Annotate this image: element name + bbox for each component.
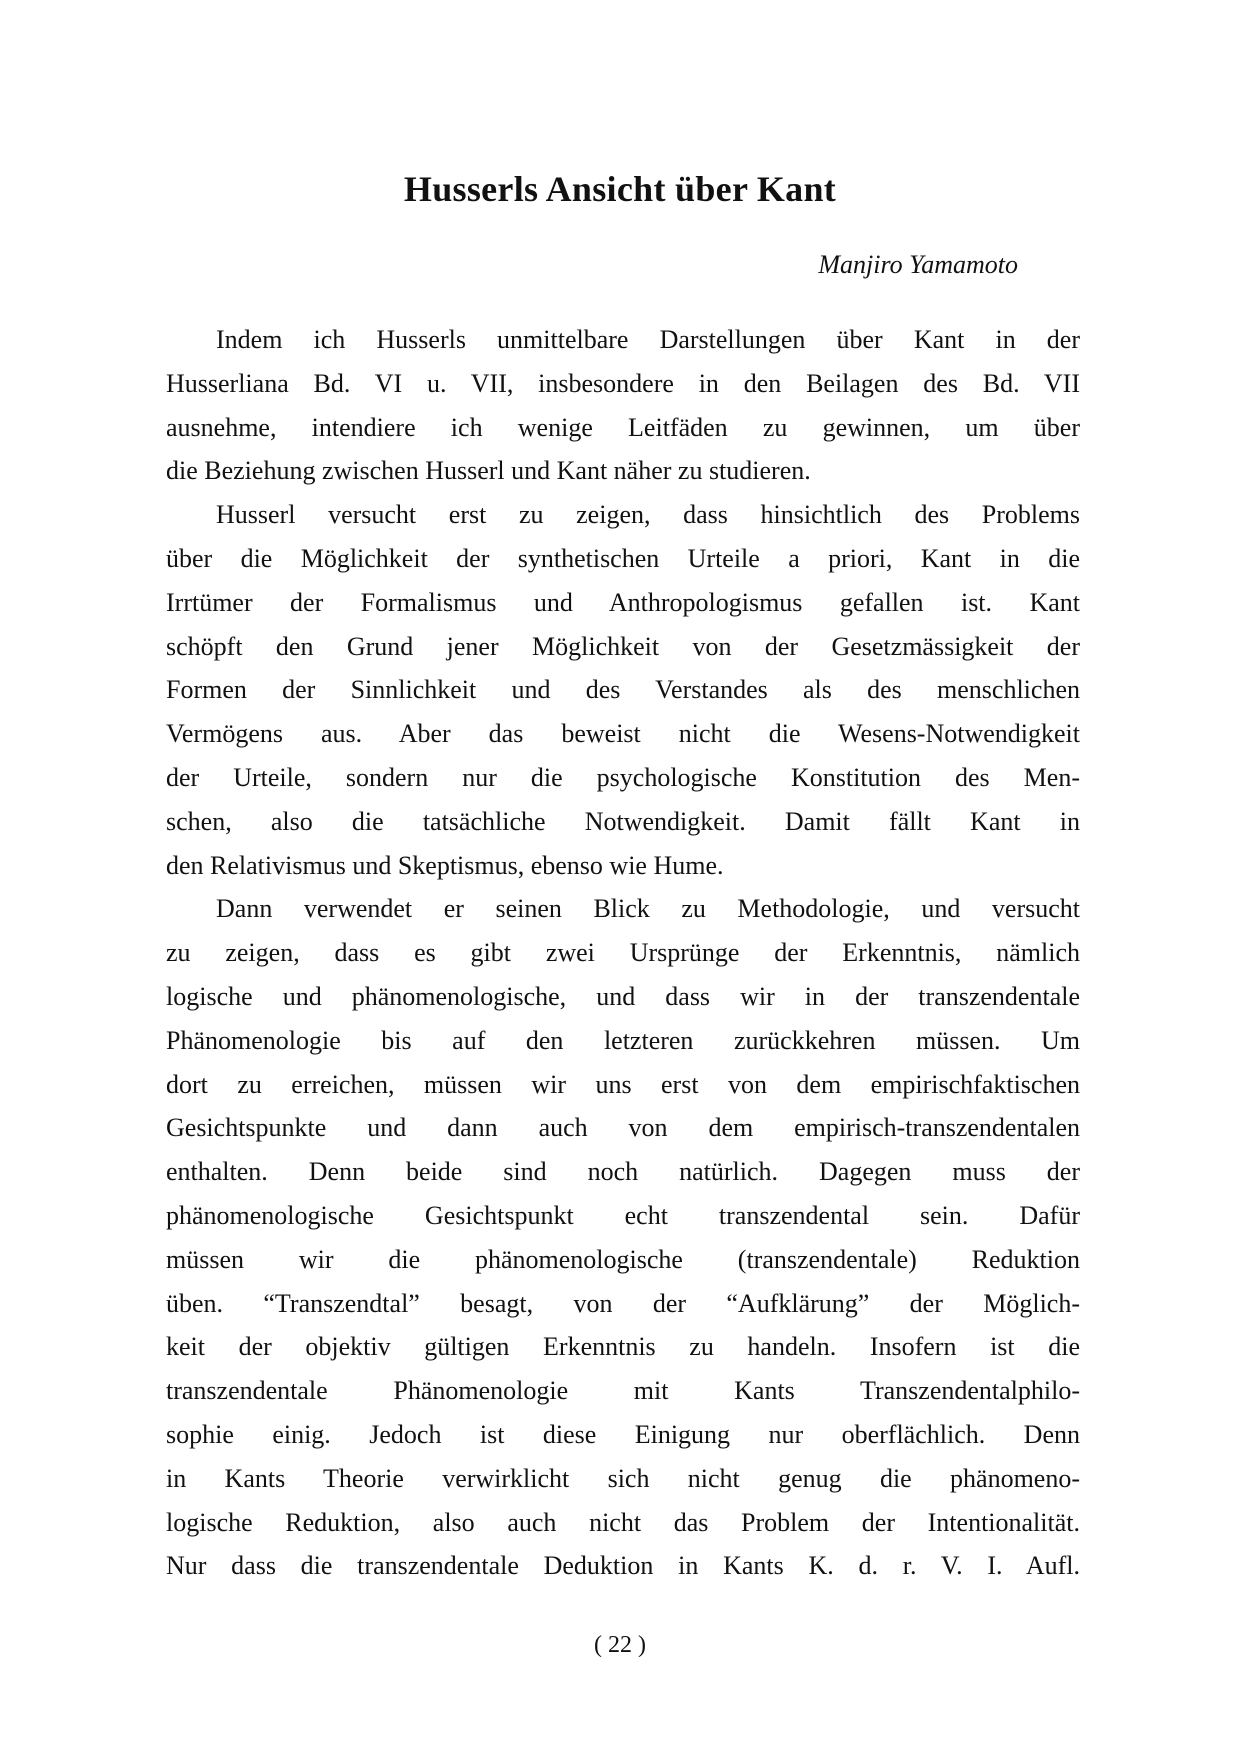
text-line: schen, also die tatsächliche Notwendigkeit. Damit fällt Kant in: [166, 806, 1080, 836]
paragraph: [166, 318, 1080, 493]
text-line: Phänomenologie bis auf den letzteren zurückkehren müssen. Um: [166, 1025, 1080, 1055]
text-line: dort zu erreichen, müssen wir uns erst von dem empirischfaktischen: [166, 1069, 1080, 1099]
paragraph: [166, 493, 1080, 887]
text-line: der Urteile, sondern nur die psychologische Konstitution des Men-: [166, 762, 1080, 792]
text-line: schöpft den Grund jener Möglichkeit von der Gesetzmässigkeit der: [166, 631, 1080, 661]
text-line: den Relativismus und Skeptismus, ebenso wie Hume.: [166, 850, 724, 880]
text-line: Irrtümer der Formalismus und Anthropologismus gefallen ist. Kant: [166, 587, 1080, 617]
text-line: ausnehme, intendiere ich wenige Leitfäden zu gewinnen, um über: [166, 412, 1080, 442]
text-line: Formen der Sinnlichkeit und des Verstandes als des menschlichen: [166, 675, 1080, 705]
author-name: Manjiro Yamamoto: [818, 250, 1018, 279]
text-line: Gesichtspunkte und dann auch von dem empirisch-transzendentalen: [166, 1113, 1080, 1143]
text-line: die Beziehung zwischen Husserl und Kant näher zu studieren.: [166, 456, 811, 486]
text-line: müssen wir die phänomenologische (transzendentale) Reduktion: [166, 1244, 1080, 1274]
text-line: sophie einig. Jedoch ist diese Einigung nur oberflächlich. Denn: [166, 1419, 1080, 1449]
text-line: enthalten. Denn beide sind noch natürlich. Dagegen muss der: [166, 1157, 1080, 1187]
text-line: keit der objektiv gültigen Erkenntnis zu handeln. Insofern ist die: [166, 1332, 1080, 1362]
article-body: [166, 318, 1080, 1588]
text-line: phänomenologische Gesichtspunkt echt transzendental sein. Dafür: [166, 1200, 1080, 1230]
paragraph: [166, 887, 1080, 1588]
text-line: Nur dass die transzendentale Deduktion in Kants K. d. r. V. I. Aufl.: [166, 1551, 1080, 1581]
text-line: üben. “Transzendtal” besagt, von der “Aufklärung” der Möglich-: [166, 1288, 1080, 1318]
text-line: transzendentale Phänomenologie mit Kants Transzendentalphilo-: [166, 1376, 1080, 1406]
text-line: in Kants Theorie verwirklicht sich nicht genug die phänomeno-: [166, 1463, 1080, 1493]
text-line: Indem ich Husserls unmittelbare Darstellungen über Kant in der: [216, 325, 1080, 354]
text-line: logische und phänomenologische, und dass wir in der transzendentale: [166, 981, 1080, 1011]
text-line: über die Möglichkeit der synthetischen Urteile a priori, Kant in die: [166, 543, 1080, 573]
text-line: Husserliana Bd. VI u. VII, insbesondere in den Beilagen des Bd. VII: [166, 368, 1080, 398]
text-line: zu zeigen, dass es gibt zwei Ursprünge der Erkenntnis, nämlich: [166, 938, 1080, 968]
text-line: Husserl versucht erst zu zeigen, dass hinsichtlich des Problems: [216, 500, 1080, 530]
page-number: ( 22 ): [594, 1632, 646, 1658]
text-line: logische Reduktion, also auch nicht das Problem der Intentionalität.: [166, 1507, 1080, 1537]
text-line: Dann verwendet er seinen Blick zu Methodologie, und versucht: [216, 894, 1080, 924]
text-line: Vermögens aus. Aber das beweist nicht die Wesens-Notwendigkeit: [166, 719, 1080, 749]
article-title: Husserls Ansicht über Kant: [403, 169, 837, 209]
